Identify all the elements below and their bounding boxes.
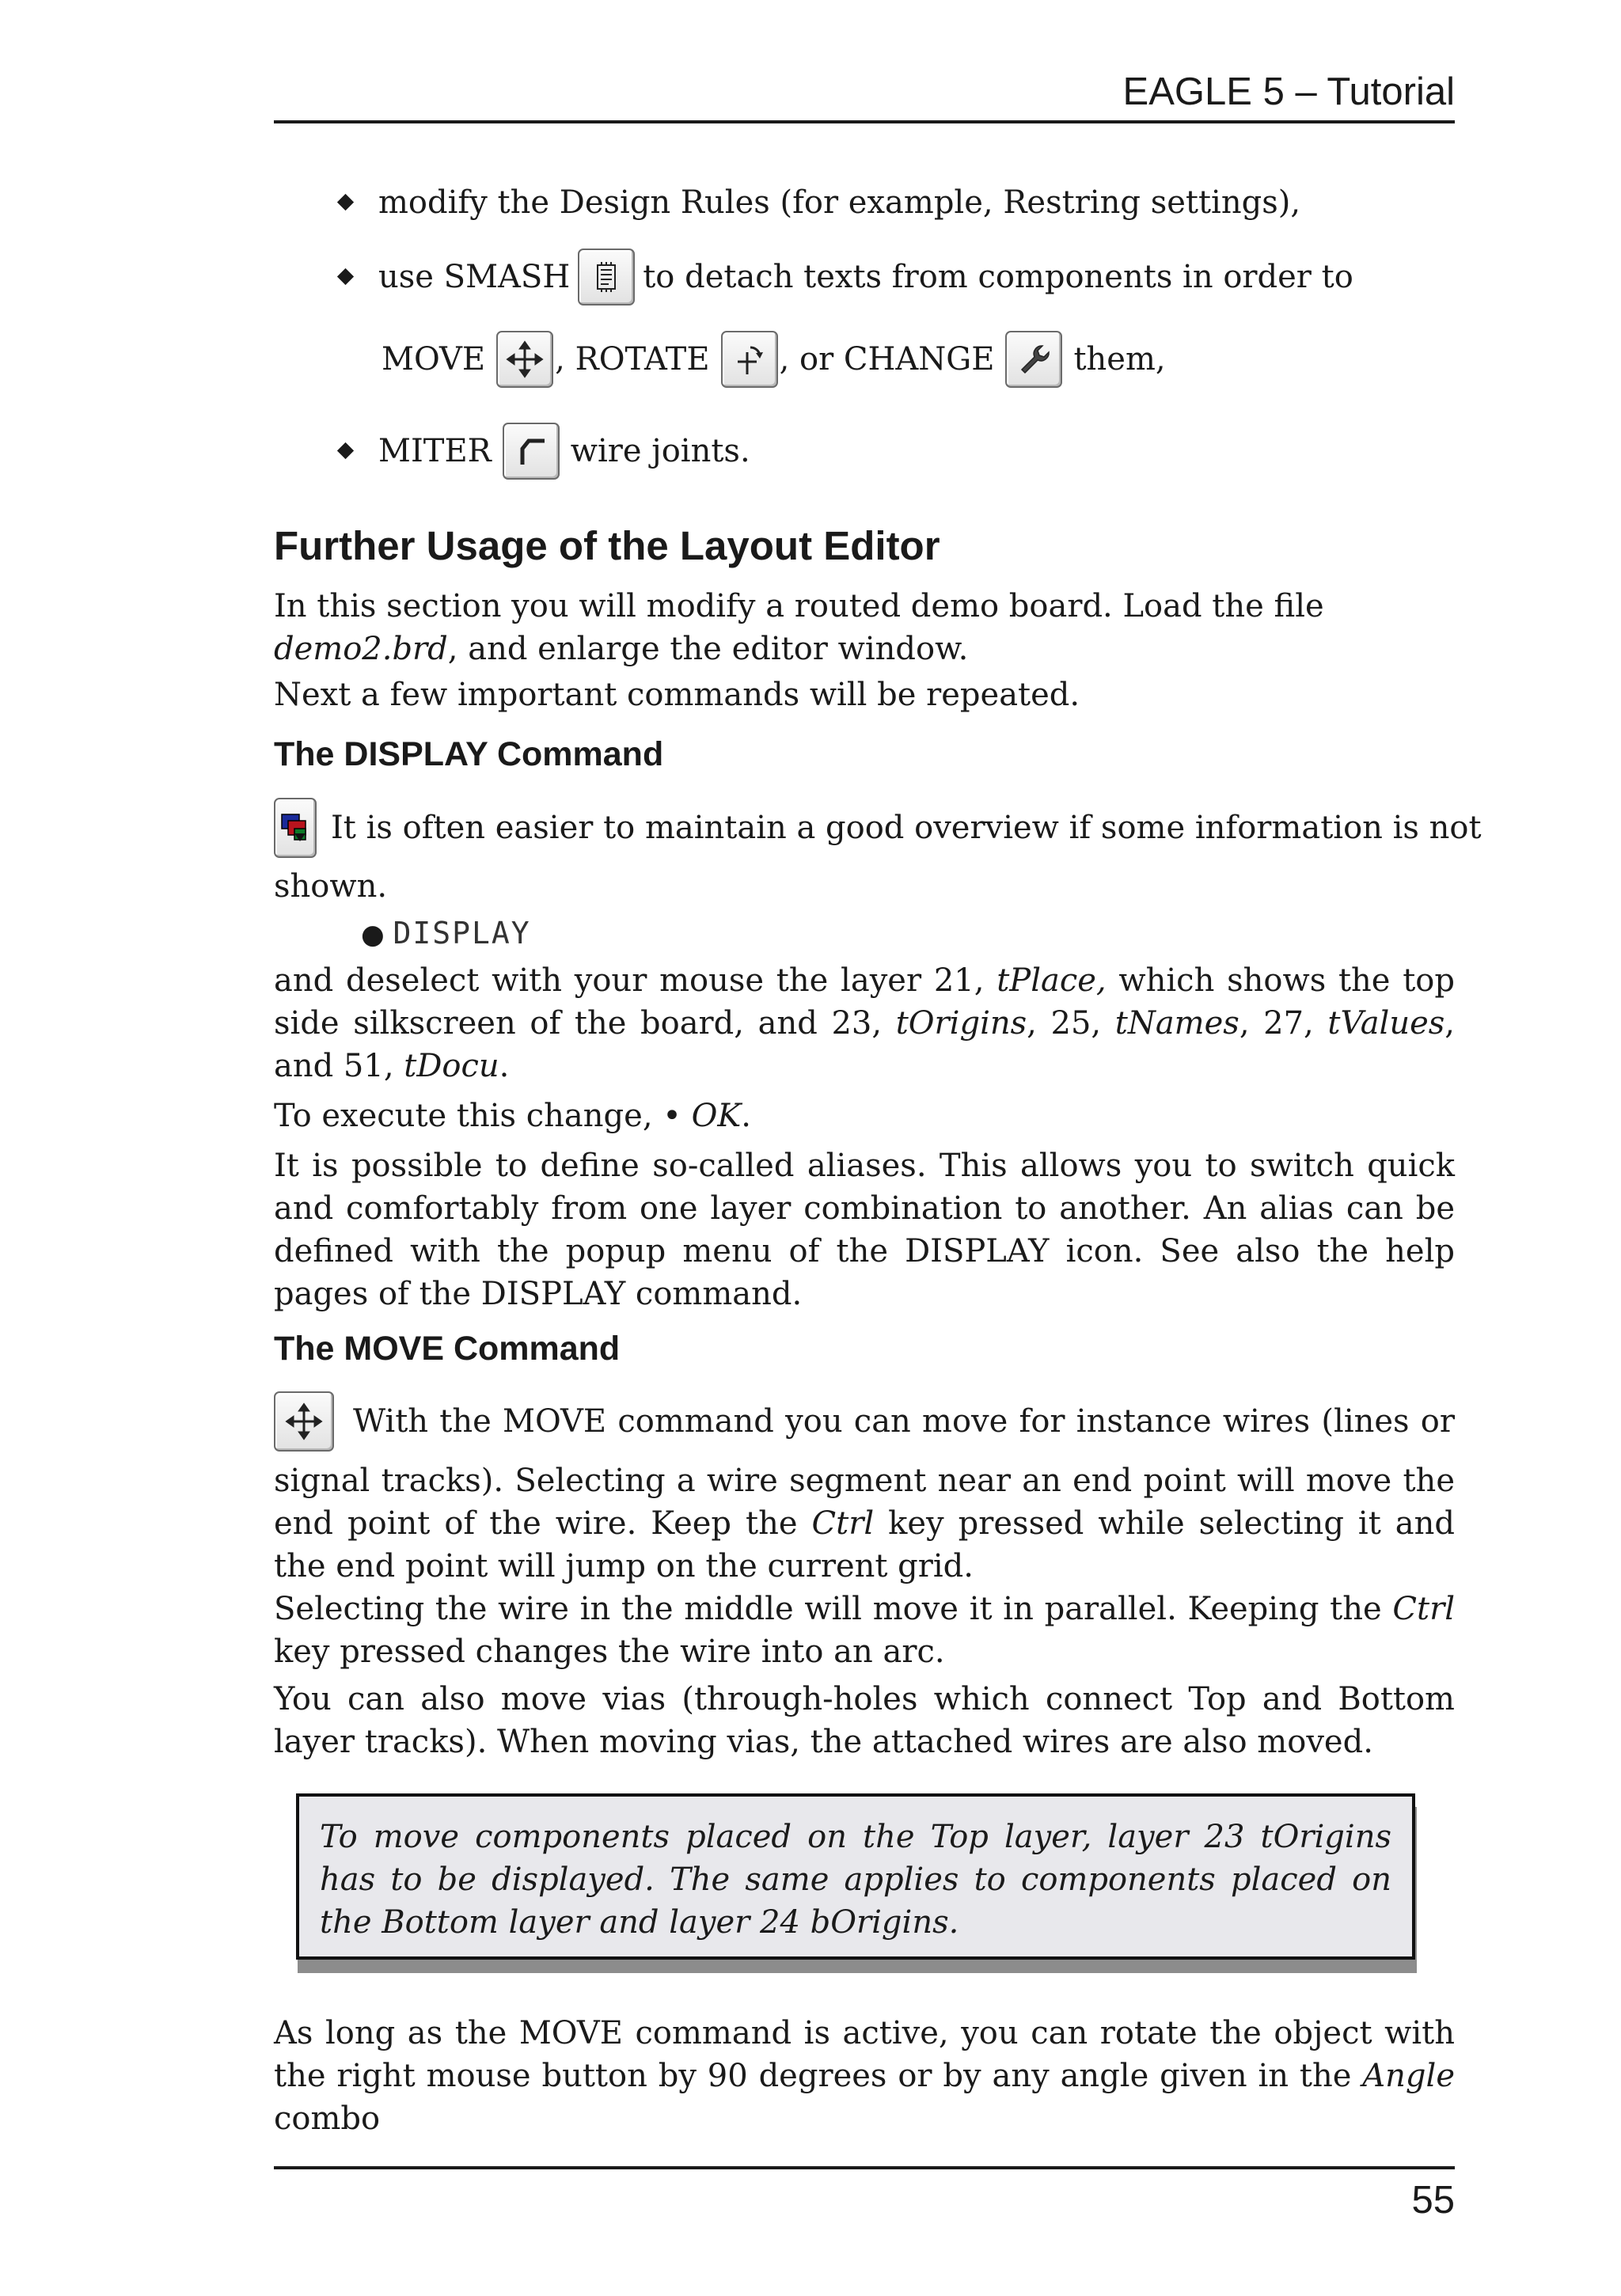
ok-text: OK bbox=[691, 1098, 742, 1134]
move-heading: The MOVE Command bbox=[274, 1330, 621, 1368]
p-text: key pressed changes the wire into an arc. bbox=[274, 1634, 945, 1670]
miter-icon bbox=[503, 423, 560, 480]
bullet-text: to detach texts from components in order to bbox=[643, 259, 1353, 295]
display-command-step bbox=[361, 912, 836, 956]
p-text: Selecting the wire in the middle will move it in parallel. Keeping the bbox=[274, 1591, 1393, 1627]
p-text: As long as the MOVE command is active, you can rotate the object with the right mouse button by 90 degrees or by any angle given in the bbox=[274, 2015, 1455, 2094]
move-label: MOVE bbox=[382, 341, 486, 378]
bullet-text: use SMASH bbox=[378, 259, 571, 295]
p-text: To execute this change, • bbox=[274, 1098, 692, 1134]
layer-name: tDocu bbox=[404, 1048, 499, 1084]
layer-name: tPlace, bbox=[997, 962, 1107, 999]
them-label: them, bbox=[1073, 341, 1166, 378]
p-text: signal tracks). Selecting a wire segment near an end point will move the end point of the wire. Keep the bbox=[274, 1463, 1455, 1542]
smash-icon bbox=[578, 249, 635, 306]
move-intro-text: With the MOVE command you can move for instance wires (lines or bbox=[353, 1403, 1455, 1440]
layer-name: tValues bbox=[1327, 1005, 1445, 1042]
move-paragraph-2 bbox=[274, 1588, 1455, 1673]
intro-text: In this section you will modify a routed demo board. Load the file bbox=[274, 588, 1324, 624]
bullet-text: modify the Design Rules (for example, Restring settings), bbox=[378, 184, 1301, 221]
ctrl-key: Ctrl bbox=[1392, 1591, 1455, 1627]
move-paragraph-4 bbox=[274, 2012, 1455, 2140]
display-icon-line bbox=[274, 796, 1482, 860]
p-text: . bbox=[499, 1048, 510, 1084]
move-icon bbox=[274, 1391, 334, 1452]
diamond-bullet-icon bbox=[337, 268, 355, 286]
layer-name: tOrigins bbox=[895, 1005, 1027, 1042]
step-bullet: ● bbox=[361, 919, 393, 951]
p-text: which shows the top side silkscreen of the board, and 23, bbox=[274, 962, 1455, 1042]
layer-name: tNames bbox=[1114, 1005, 1239, 1042]
section-intro bbox=[274, 585, 1455, 670]
bullet-smash-continued bbox=[382, 328, 1166, 391]
footer-rule bbox=[274, 2166, 1455, 2169]
p-text: combo bbox=[274, 2101, 381, 2137]
rotate-label: , ROTATE bbox=[555, 341, 710, 378]
page-header-title: EAGLE 5 – Tutorial bbox=[1122, 70, 1455, 113]
intro-filename: demo2.brd bbox=[274, 631, 448, 667]
ctrl-key: Ctrl bbox=[811, 1505, 875, 1542]
change-label: , or CHANGE bbox=[779, 341, 995, 378]
rotate-icon bbox=[721, 331, 778, 388]
section-intro-next: Next a few important commands will be repeated. bbox=[274, 677, 1080, 713]
display-execute bbox=[274, 1095, 1455, 1137]
display-heading: The DISPLAY Command bbox=[274, 735, 664, 773]
note-box: To move components placed on the Top layer, layer 23 tOrigins has to be displayed. The same applies to components placed on the Bottom layer and layer 24 bOrigins. bbox=[296, 1793, 1415, 1960]
diamond-bullet-icon bbox=[337, 442, 355, 460]
miter-label: MITER bbox=[378, 433, 492, 469]
wrench-icon bbox=[1005, 331, 1062, 388]
bullet-smash bbox=[337, 245, 1353, 309]
p-text: , 25, bbox=[1027, 1005, 1115, 1042]
p-text: , and 51, bbox=[274, 1005, 1456, 1084]
page-number: 55 bbox=[1411, 2179, 1455, 2222]
display-paragraph bbox=[274, 959, 1455, 1087]
miter-suffix: wire joints. bbox=[570, 433, 750, 469]
p-text: and deselect with your mouse the layer 21, bbox=[274, 962, 997, 999]
p-text: , 27, bbox=[1239, 1005, 1328, 1042]
section-heading: Further Usage of the Layout Editor bbox=[274, 523, 940, 568]
display-layers-icon bbox=[274, 798, 317, 858]
move-paragraph-1 bbox=[274, 1459, 1455, 1588]
move-icon bbox=[496, 331, 553, 388]
header-rule bbox=[274, 120, 1455, 123]
p-text: . bbox=[741, 1098, 751, 1134]
angle-combo-name: Angle bbox=[1362, 2058, 1455, 2094]
bullet-miter bbox=[337, 419, 750, 483]
move-paragraph-3: You can also move vias (through-holes which connect Top and Bottom layer tracks). When moving vias, the attached wires are also moved. bbox=[274, 1681, 1455, 1760]
display-intro-text: It is often easier to maintain a good overview if some information is not bbox=[331, 810, 1482, 846]
p-text: key pressed while selecting it and the end point will jump on the current grid. bbox=[274, 1505, 1456, 1584]
diamond-bullet-icon bbox=[337, 194, 355, 211]
intro-text: , and enlarge the editor window. bbox=[447, 631, 969, 667]
move-icon-line bbox=[274, 1390, 1455, 1453]
display-aliases: It is possible to define so-called aliases. This allows you to switch quick and comfortably from one layer combination to another. An alias can be defined with the popup menu of the DISPLAY icon. See also the help pages of the DISPLAY command. bbox=[274, 1148, 1455, 1312]
display-command-text: DISPLAY bbox=[393, 916, 531, 951]
display-shown: shown. bbox=[274, 868, 388, 905]
bullet-design-rules bbox=[337, 171, 1300, 234]
